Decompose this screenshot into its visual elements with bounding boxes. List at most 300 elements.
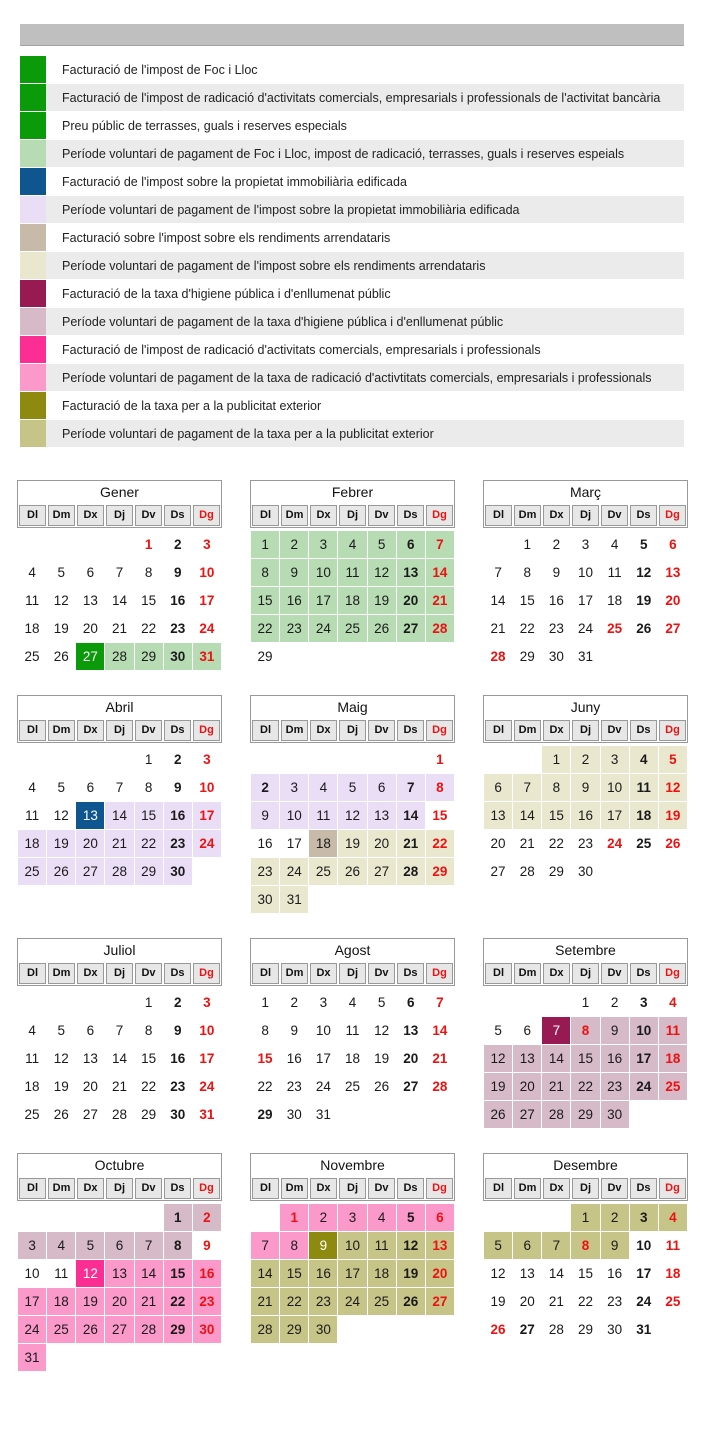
legend-color-swatch	[20, 392, 46, 419]
legend-item	[20, 112, 684, 139]
day-cell: 24	[309, 615, 337, 642]
weekday-header: Dv	[601, 720, 628, 741]
day-cell: 20	[76, 830, 104, 857]
month-days-grid	[483, 530, 688, 671]
empty-cell	[280, 746, 308, 773]
day-cell: 11	[630, 774, 658, 801]
legend-label: Facturació de l'impost sobre la propietat immobiliària edificada	[62, 174, 407, 189]
weekday-header: Dv	[135, 720, 162, 741]
day-cell: 3	[630, 1204, 658, 1231]
legend-color-swatch	[20, 140, 46, 167]
weekday-header: Dj	[339, 505, 366, 526]
day-cell: 18	[24, 621, 40, 636]
month-days-grid	[250, 530, 455, 671]
day-cell: 9	[601, 1017, 629, 1044]
day-cell: 12	[490, 1266, 506, 1281]
day-cell: 5	[338, 774, 366, 801]
empty-cell	[513, 746, 541, 773]
day-cell: 5	[377, 995, 386, 1010]
day-cell: 11	[368, 1232, 396, 1259]
day-cell: 16	[280, 587, 308, 614]
legend-label: Període voluntari de pagament de l'impost sobre els rendiments arrendataris	[62, 258, 486, 273]
day-cell: 9	[552, 565, 561, 580]
day-cell: 11	[607, 565, 622, 580]
day-cell: 8	[571, 1017, 599, 1044]
day-cell: 14	[548, 1266, 564, 1281]
legend-item	[20, 252, 684, 279]
day-cell: 22	[280, 1288, 308, 1315]
empty-cell	[513, 1204, 541, 1231]
day-cell: 22	[141, 621, 157, 636]
legend-color-swatch	[20, 224, 46, 251]
day-cell: 27	[490, 864, 506, 879]
day-cell: 8	[144, 1023, 153, 1038]
day-cell: 5	[494, 1023, 502, 1038]
day-cell: 21	[548, 1294, 564, 1309]
day-cell: 1	[436, 752, 444, 767]
day-cell: 1	[251, 531, 279, 558]
empty-cell	[338, 1101, 366, 1128]
day-cell: 13	[665, 565, 681, 580]
day-cell: 24	[338, 1288, 366, 1315]
empty-cell	[338, 886, 366, 913]
empty-cell	[338, 643, 366, 670]
day-cell: 31	[18, 1344, 46, 1371]
day-cell: 4	[368, 1204, 396, 1231]
day-cell: 20	[105, 1288, 133, 1315]
weekday-header-row	[251, 1177, 454, 1200]
day-cell: 9	[571, 774, 599, 801]
day-cell: 14	[135, 1260, 163, 1287]
empty-cell	[630, 858, 658, 885]
weekday-header: Dg	[193, 1178, 220, 1199]
day-cell: 18	[659, 1045, 687, 1072]
day-cell: 11	[25, 808, 40, 823]
day-cell: 22	[571, 1073, 599, 1100]
weekday-header: Dm	[281, 505, 308, 526]
day-cell: 23	[164, 830, 192, 857]
day-cell: 19	[659, 802, 687, 829]
legend-color-swatch	[20, 252, 46, 279]
weekday-header: Ds	[630, 1178, 657, 1199]
day-cell: 24	[636, 1294, 652, 1309]
month-header	[483, 695, 688, 743]
day-cell: 26	[397, 1288, 425, 1315]
weekday-header: Dj	[106, 1178, 133, 1199]
month-title: Octubre	[94, 1157, 145, 1173]
day-cell: 25	[636, 836, 652, 851]
day-cell: 28	[432, 1079, 448, 1094]
day-cell: 14	[111, 593, 127, 608]
empty-cell	[76, 1344, 104, 1371]
day-cell: 1	[280, 1204, 308, 1231]
day-cell: 3	[18, 1232, 46, 1259]
day-cell: 10	[601, 774, 629, 801]
day-cell: 20	[403, 1051, 419, 1066]
weekday-header: Dl	[19, 963, 46, 984]
day-cell: 17	[315, 1051, 331, 1066]
day-cell: 16	[257, 836, 273, 851]
day-cell: 7	[251, 1232, 279, 1259]
empty-cell	[76, 531, 104, 558]
day-cell: 7	[397, 774, 425, 801]
month-days-grid	[17, 530, 222, 671]
legend-color-swatch	[20, 280, 46, 307]
day-cell: 19	[368, 587, 396, 614]
weekday-header-row	[484, 719, 687, 742]
day-cell: 19	[374, 1051, 390, 1066]
day-cell: 17	[199, 593, 215, 608]
legend-item	[20, 84, 684, 111]
weekday-header: Dx	[543, 963, 570, 984]
legend	[20, 56, 684, 447]
empty-cell	[601, 643, 629, 670]
legend-label: Període voluntari de pagament de la taxa per a la publicitat exterior	[62, 426, 434, 441]
day-cell: 25	[24, 649, 40, 664]
weekday-header: Ds	[397, 720, 424, 741]
day-cell: 15	[519, 593, 535, 608]
day-cell: 9	[601, 1232, 629, 1259]
day-cell: 5	[659, 746, 687, 773]
day-cell: 16	[607, 1266, 623, 1281]
weekday-header: Dm	[281, 963, 308, 984]
day-cell: 12	[368, 559, 396, 586]
day-cell: 6	[484, 774, 512, 801]
day-cell: 9	[174, 780, 182, 795]
day-cell: 6	[523, 1023, 531, 1038]
weekday-header: Dg	[659, 963, 686, 984]
weekday-header: Dv	[368, 1178, 395, 1199]
day-cell: 23	[286, 1079, 302, 1094]
empty-cell	[484, 1204, 512, 1231]
day-cell: 3	[203, 752, 211, 767]
month-header	[483, 480, 688, 528]
empty-cell	[47, 1344, 75, 1371]
day-cell: 25	[309, 858, 337, 885]
month-days-grid	[17, 1203, 222, 1372]
day-cell: 16	[164, 802, 192, 829]
day-cell: 4	[659, 1204, 687, 1231]
empty-cell	[309, 746, 337, 773]
legend-item	[20, 364, 684, 391]
weekday-header: Ds	[630, 720, 657, 741]
day-cell: 10	[309, 559, 337, 586]
day-cell: 5	[76, 1232, 104, 1259]
empty-cell	[251, 746, 279, 773]
weekday-header: Dl	[19, 505, 46, 526]
month-title: Gener	[100, 484, 139, 500]
day-cell: 26	[490, 1322, 506, 1337]
weekday-header: Dj	[572, 720, 599, 741]
day-cell: 20	[513, 1073, 541, 1100]
weekday-header: Dm	[48, 505, 75, 526]
day-cell: 24	[199, 1079, 215, 1094]
weekday-header: Dg	[659, 720, 686, 741]
day-cell: 15	[432, 808, 448, 823]
legend-item	[20, 280, 684, 307]
day-cell: 12	[484, 1045, 512, 1072]
weekday-header: Dl	[485, 1178, 512, 1199]
day-cell: 13	[82, 1051, 98, 1066]
empty-cell	[18, 746, 46, 773]
day-cell: 19	[53, 621, 69, 636]
weekday-header: Dx	[77, 505, 104, 526]
day-cell: 5	[57, 780, 65, 795]
day-cell: 10	[338, 1232, 366, 1259]
weekday-header: Dv	[135, 963, 162, 984]
day-cell: 4	[610, 537, 619, 552]
day-cell: 13	[105, 1260, 133, 1287]
day-cell: 3	[581, 537, 590, 552]
month-title: Agost	[334, 942, 371, 958]
day-cell: 27	[82, 1107, 98, 1122]
day-cell: 15	[141, 1051, 157, 1066]
day-cell: 15	[280, 1260, 308, 1287]
day-cell: 9	[280, 559, 308, 586]
day-cell: 22	[257, 1079, 273, 1094]
month-calendar-març	[483, 480, 688, 671]
day-cell: 1	[261, 995, 269, 1010]
day-cell: 15	[577, 1266, 593, 1281]
day-cell: 7	[436, 995, 444, 1010]
empty-cell	[76, 746, 104, 773]
weekday-header: Ds	[630, 505, 657, 526]
day-cell: 22	[426, 830, 454, 857]
day-cell: 16	[571, 802, 599, 829]
weekday-header-row	[18, 1177, 221, 1200]
day-cell: 18	[309, 830, 337, 857]
weekday-header: Dg	[193, 720, 220, 741]
month-calendar-desembre	[483, 1153, 688, 1344]
weekday-header: Dm	[514, 720, 541, 741]
day-cell: 1	[542, 746, 570, 773]
day-cell: 12	[636, 565, 652, 580]
weekday-header: Dx	[77, 1178, 104, 1199]
day-cell: 28	[519, 864, 535, 879]
day-cell: 26	[368, 615, 396, 642]
weekday-header: Dx	[310, 1178, 337, 1199]
day-cell: 27	[426, 1288, 454, 1315]
empty-cell	[105, 1344, 133, 1371]
day-cell: 13	[403, 1023, 419, 1038]
empty-cell	[193, 858, 221, 885]
day-cell: 17	[309, 587, 337, 614]
day-cell: 28	[105, 858, 133, 885]
day-cell: 28	[251, 1316, 279, 1343]
day-cell: 13	[368, 802, 396, 829]
legend-label: Període voluntari de pagament de l'impost sobre la propietat immobiliària edificada	[62, 202, 520, 217]
legend-color-swatch	[20, 196, 46, 223]
month-days-grid	[483, 745, 688, 886]
day-cell: 24	[630, 1073, 658, 1100]
weekday-header-row	[251, 962, 454, 985]
month-calendar-febrer	[250, 480, 455, 671]
month-header	[17, 695, 222, 743]
day-cell: 29	[519, 649, 535, 664]
empty-cell	[47, 531, 75, 558]
weekday-header: Dj	[339, 963, 366, 984]
empty-cell	[338, 1316, 366, 1343]
day-cell: 24	[577, 621, 593, 636]
month-title: Març	[569, 484, 602, 500]
weekday-header: Ds	[397, 1178, 424, 1199]
month-title: Juny	[570, 699, 601, 715]
day-cell: 23	[577, 836, 593, 851]
day-cell: 27	[513, 1101, 541, 1128]
day-cell: 26	[665, 836, 681, 851]
empty-cell	[601, 858, 629, 885]
empty-cell	[426, 643, 454, 670]
empty-cell	[397, 1101, 425, 1128]
weekday-header: Ds	[164, 963, 191, 984]
day-cell: 22	[135, 830, 163, 857]
weekday-header: Dg	[193, 505, 220, 526]
month-days-grid	[483, 988, 688, 1129]
day-cell: 12	[659, 774, 687, 801]
day-cell: 25	[344, 1079, 360, 1094]
weekday-header-row	[484, 962, 687, 985]
day-cell: 21	[397, 830, 425, 857]
day-cell: 8	[144, 565, 153, 580]
day-cell: 2	[251, 774, 279, 801]
day-cell: 17	[636, 1266, 652, 1281]
day-cell: 30	[577, 864, 593, 879]
empty-cell	[338, 746, 366, 773]
day-cell: 18	[47, 1288, 75, 1315]
day-cell: 22	[164, 1288, 192, 1315]
day-cell: 28	[542, 1101, 570, 1128]
empty-cell	[105, 746, 133, 773]
empty-cell	[513, 989, 541, 1016]
weekday-header: Dj	[572, 505, 599, 526]
legend-label: Període voluntari de pagament de la taxa de radicació d'activtitats comercials, empresarials i professionals	[62, 370, 652, 385]
legend-item	[20, 140, 684, 167]
day-cell: 27	[403, 1079, 419, 1094]
day-cell: 22	[577, 1294, 593, 1309]
day-cell: 9	[174, 565, 182, 580]
weekday-header: Dm	[281, 1178, 308, 1199]
day-cell: 20	[519, 1294, 535, 1309]
day-cell: 30	[286, 1107, 302, 1122]
day-cell: 12	[53, 1051, 69, 1066]
day-cell: 4	[28, 1023, 36, 1038]
day-cell: 11	[659, 1017, 687, 1044]
empty-cell	[47, 1204, 75, 1231]
day-cell: 6	[105, 1232, 133, 1259]
day-cell: 15	[141, 593, 157, 608]
day-cell: 23	[193, 1288, 221, 1315]
day-cell: 12	[397, 1232, 425, 1259]
day-cell: 10	[199, 780, 215, 795]
day-cell: 6	[513, 1232, 541, 1259]
day-cell: 29	[257, 649, 273, 664]
day-cell: 18	[368, 1260, 396, 1287]
day-cell: 3	[309, 531, 337, 558]
empty-cell	[542, 989, 570, 1016]
empty-cell	[368, 886, 396, 913]
day-cell: 3	[338, 1204, 366, 1231]
day-cell: 17	[286, 836, 302, 851]
day-cell: 13	[76, 802, 104, 829]
day-cell: 30	[170, 1107, 186, 1122]
day-cell: 4	[309, 774, 337, 801]
month-days-grid	[17, 745, 222, 886]
day-cell: 4	[630, 746, 658, 773]
day-cell: 8	[280, 1232, 308, 1259]
empty-cell	[164, 1344, 192, 1371]
day-cell: 13	[397, 559, 425, 586]
day-cell: 18	[18, 830, 46, 857]
weekday-header: Dx	[543, 720, 570, 741]
day-cell: 2	[571, 746, 599, 773]
day-cell: 19	[338, 830, 366, 857]
legend-color-swatch	[20, 84, 46, 111]
empty-cell	[368, 1316, 396, 1343]
day-cell: 21	[135, 1288, 163, 1315]
day-cell: 30	[607, 1322, 623, 1337]
weekday-header: Dm	[514, 505, 541, 526]
weekday-header: Dl	[19, 1178, 46, 1199]
weekday-header: Dj	[572, 963, 599, 984]
day-cell: 6	[86, 780, 95, 795]
day-cell: 26	[374, 1079, 390, 1094]
month-days-grid	[250, 988, 455, 1129]
day-cell: 14	[513, 802, 541, 829]
empty-cell	[368, 746, 396, 773]
weekday-header-row	[251, 504, 454, 527]
day-cell: 25	[18, 858, 46, 885]
weekday-header: Dg	[193, 963, 220, 984]
day-cell: 6	[669, 537, 677, 552]
day-cell: 10	[24, 1266, 40, 1281]
day-cell: 11	[309, 802, 337, 829]
day-cell: 19	[53, 1079, 69, 1094]
legend-item	[20, 168, 684, 195]
legend-color-swatch	[20, 56, 46, 83]
day-cell: 1	[144, 752, 153, 767]
weekday-header-row	[484, 504, 687, 527]
day-cell: 23	[309, 1288, 337, 1315]
day-cell: 17	[338, 1260, 366, 1287]
month-days-grid	[17, 988, 222, 1129]
weekday-header: Dm	[514, 1178, 541, 1199]
day-cell: 25	[607, 621, 623, 636]
empty-cell	[484, 531, 512, 558]
legend-label: Facturació de l'impost de radicació d'activitats comercials, empresarials i professionals de l'activitat bancària	[62, 90, 661, 105]
day-cell: 29	[426, 858, 454, 885]
month-header	[17, 938, 222, 986]
day-cell: 29	[577, 1322, 593, 1337]
empty-cell	[368, 1101, 396, 1128]
legend-label: Facturació de la taxa d'higiene pública i d'enllumenat públic	[62, 286, 391, 301]
day-cell: 21	[426, 587, 454, 614]
legend-item	[20, 224, 684, 251]
month-title: Desembre	[553, 1157, 618, 1173]
day-cell: 16	[309, 1260, 337, 1287]
day-cell: 6	[397, 531, 425, 558]
empty-cell	[47, 746, 75, 773]
day-cell: 18	[338, 587, 366, 614]
day-cell: 3	[601, 746, 629, 773]
day-cell: 17	[18, 1288, 46, 1315]
day-cell: 8	[571, 1232, 599, 1259]
day-cell: 20	[82, 621, 98, 636]
weekday-header-row	[18, 962, 221, 985]
day-cell: 15	[571, 1045, 599, 1072]
day-cell: 6	[86, 565, 95, 580]
day-cell: 28	[111, 1107, 127, 1122]
empty-cell	[309, 886, 337, 913]
